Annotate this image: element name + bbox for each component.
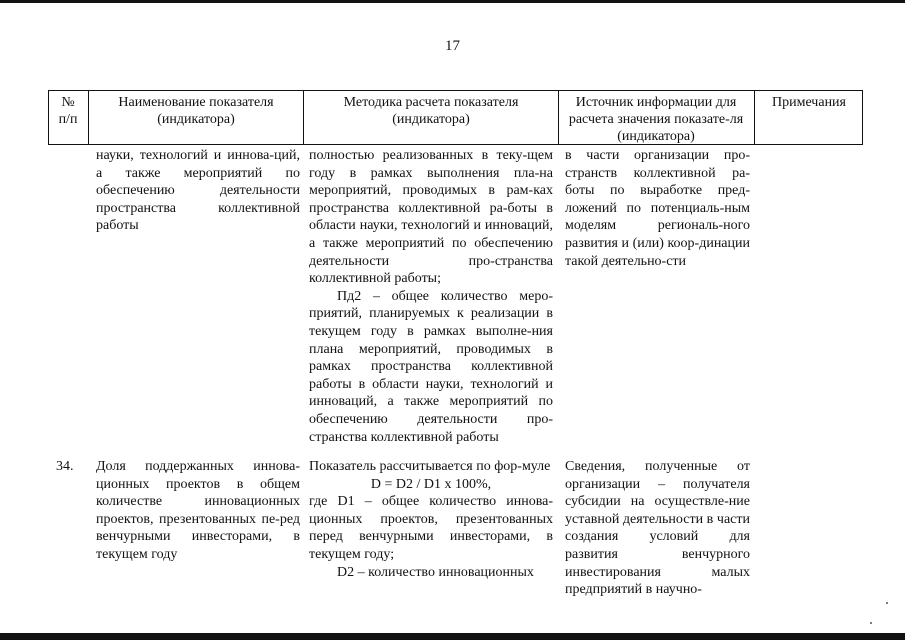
column-divider [754, 90, 755, 145]
method-paragraph: полностью реализованных в теку-щем году в рамках выполнения пла-на мероприятий, проводимых в рам-ках пространства коллективной ра-боты в области науки, технологий и инноваций, а также мероприятий по обеспечению деятельности про-странства коллективной работы; [309, 148, 553, 287]
bottom-border [0, 633, 905, 640]
header-calculation-method: Методика расчета показателя (индикатора) [343, 95, 519, 127]
row-number: 34. [56, 459, 74, 474]
top-border [0, 0, 905, 3]
row-34-calculation-method [309, 458, 553, 581]
cont-information-source: в части организации про-странств коллективной ра-боты по выработке пред-ложений по потенциаль-ным моделям региональ-ного развития и (или) коор-динации такой деятельно-сти [565, 148, 750, 269]
row-34-information-source: Сведения, полученные от организации – получателя субсидии на осуществле-ние уставной деятельности в части создания условий для развития венчурного инвестирования малых предприятий в научно- [565, 459, 750, 598]
header-indicator-name: Наименование показателя (индикатора) [118, 95, 274, 127]
column-divider [303, 90, 304, 145]
method-paragraph: Пд2 – общее количество меро-приятий, планируемых к реализации в текущем году в рамках выполне-ния плана мероприятий, проводимых в рамках пространства коллективной работы в области науки, технологий и инноваций, а также мероприятий по обеспечению деятельности про-странства коллективной работы [309, 288, 553, 445]
method-definition-d1: где D1 – общее количество иннова-ционных проектов, презентованных перед венчурными инвесторами, в текущем году; [309, 494, 553, 562]
formula: D = D2 / D1 x 100%, [370, 476, 492, 492]
column-divider [862, 90, 863, 145]
page-number: 17 [445, 38, 460, 54]
header-notes: Примечания [771, 95, 846, 110]
header-number: № п/п [58, 95, 78, 127]
column-divider [558, 90, 559, 145]
scan-artifact [870, 622, 872, 624]
cont-indicator-name: науки, технологий и иннова-ций, а также мероприятий по обеспечению деятельности пространства коллективной работы [96, 148, 300, 234]
scan-artifact [886, 602, 888, 604]
cont-calculation-method [309, 147, 553, 446]
row-34-indicator-name: Доля поддержанных иннова-ционных проектов в общем количестве инновационных проектов, презентованных пе-ред венчурными инвесторами, в текущем году [96, 459, 300, 562]
method-intro: Показатель рассчитывается по фор-муле [309, 459, 551, 474]
header-information-source: Источник информации для расчета значения показате-ля (индикатора) [568, 95, 744, 144]
method-definition-d2: D2 – количество инновационных [337, 564, 534, 580]
column-divider [88, 90, 89, 145]
